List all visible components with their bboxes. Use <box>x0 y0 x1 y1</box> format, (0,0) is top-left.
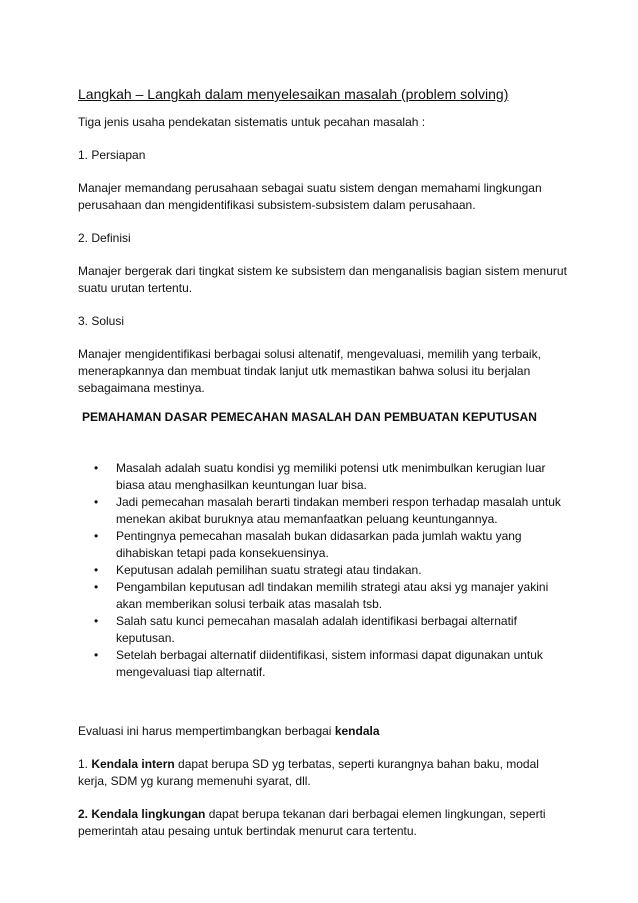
list-item <box>94 460 568 494</box>
evaluation-prefix: Evaluasi ini harus mempertimbangkan berbagai <box>78 724 335 738</box>
constraint-name: 2. Kendala lingkungan <box>78 807 206 821</box>
constraint-1 <box>78 756 568 790</box>
constraint-2 <box>78 806 568 840</box>
step-heading-3: 3. Solusi <box>78 314 125 328</box>
list-item <box>94 528 568 562</box>
step-text-1: Manajer memandang perusahaan sebagai suatu sistem dengan memahami lingkungan perusahaan dan mengidentifikasi subsistem-subsistem dalam perusahaan. <box>78 181 542 212</box>
list-item <box>94 579 568 613</box>
constraint-text: dapat berupa SD yg terbatas, seperti kurangnya bahan baku, modal kerja, SDM yg kurang memenuhi syarat, dll. <box>78 757 539 788</box>
list-item-text: Salah satu kunci pemecahan masalah adalah identifikasi berbagai alternatif keputusan. <box>116 614 517 645</box>
bullet-list <box>78 460 568 681</box>
list-item <box>94 494 568 528</box>
list-item <box>94 647 568 681</box>
evaluation-text <box>78 723 568 740</box>
bullet-icon: • <box>94 648 99 662</box>
list-item-text: Keputusan adalah pemilihan suatu strategi atau tindakan. <box>116 563 422 577</box>
list-item-text: Pengambilan keputusan adl tindakan memilih strategi atau aksi yg manajer yakini akan memberikan solusi terbaik atas masalah tsb. <box>116 580 549 611</box>
list-item-text: Pentingnya pemecahan masalah bukan didasarkan pada jumlah waktu yang dihabiskan tetapi pada konsekuensinya. <box>116 529 522 560</box>
step-heading-1: 1. Persiapan <box>78 148 146 162</box>
document-title: Langkah – Langkah dalam menyelesaikan masalah (problem solving) <box>78 86 509 102</box>
list-item-text: Jadi pemecahan masalah berarti tindakan memberi respon terhadap masalah untuk menekan akibat buruknya atau memanfaatkan peluang keuntungannya. <box>116 495 561 526</box>
step-heading-2: 2. Definisi <box>78 231 131 245</box>
document-page <box>78 86 568 856</box>
bullet-icon: • <box>94 563 99 577</box>
step-text-3: Manajer mengidentifikasi berbagai solusi altenatif, mengevaluasi, memilih yang terbaik, menerapkannya dan membuat tindak lanjut utk memastikan bahwa solusi itu berjalan sebagaimana mestinya. <box>78 347 541 395</box>
bullet-icon: • <box>94 580 99 594</box>
list-item-text: Setelah berbagai alternatif diidentifikasi, sistem informasi dapat digunakan untuk mengevaluasi tiap alternatif. <box>116 648 543 679</box>
list-item <box>94 613 568 647</box>
step-text-2: Manajer bergerak dari tingkat sistem ke subsistem dan menganalisis bagian sistem menurut suatu urutan tertentu. <box>78 264 567 295</box>
constraint-number: 1. <box>78 757 92 771</box>
list-item-text: Masalah adalah suatu kondisi yg memiliki potensi utk menimbulkan kerugian luar biasa atau menghasilkan keuntungan luar bisa. <box>116 461 546 492</box>
bullet-icon: • <box>94 495 99 509</box>
list-item <box>94 562 568 579</box>
bullet-icon: • <box>94 614 99 628</box>
section-heading: PEMAHAMAN DASAR PEMECAHAN MASALAH DAN PEMBUATAN KEPUTUSAN <box>82 410 537 424</box>
intro-text: Tiga jenis usaha pendekatan sistematis untuk pecahan masalah : <box>78 115 426 129</box>
constraint-name: Kendala intern <box>91 757 175 771</box>
evaluation-keyword: kendala <box>334 724 380 738</box>
bullet-icon: • <box>94 461 99 475</box>
bullet-icon: • <box>94 529 99 543</box>
constraint-text: dapat berupa tekanan dari berbagai elemen lingkungan, seperti pemerintah atau pesaing untuk bertindak menurut cara tertentu. <box>78 807 546 838</box>
